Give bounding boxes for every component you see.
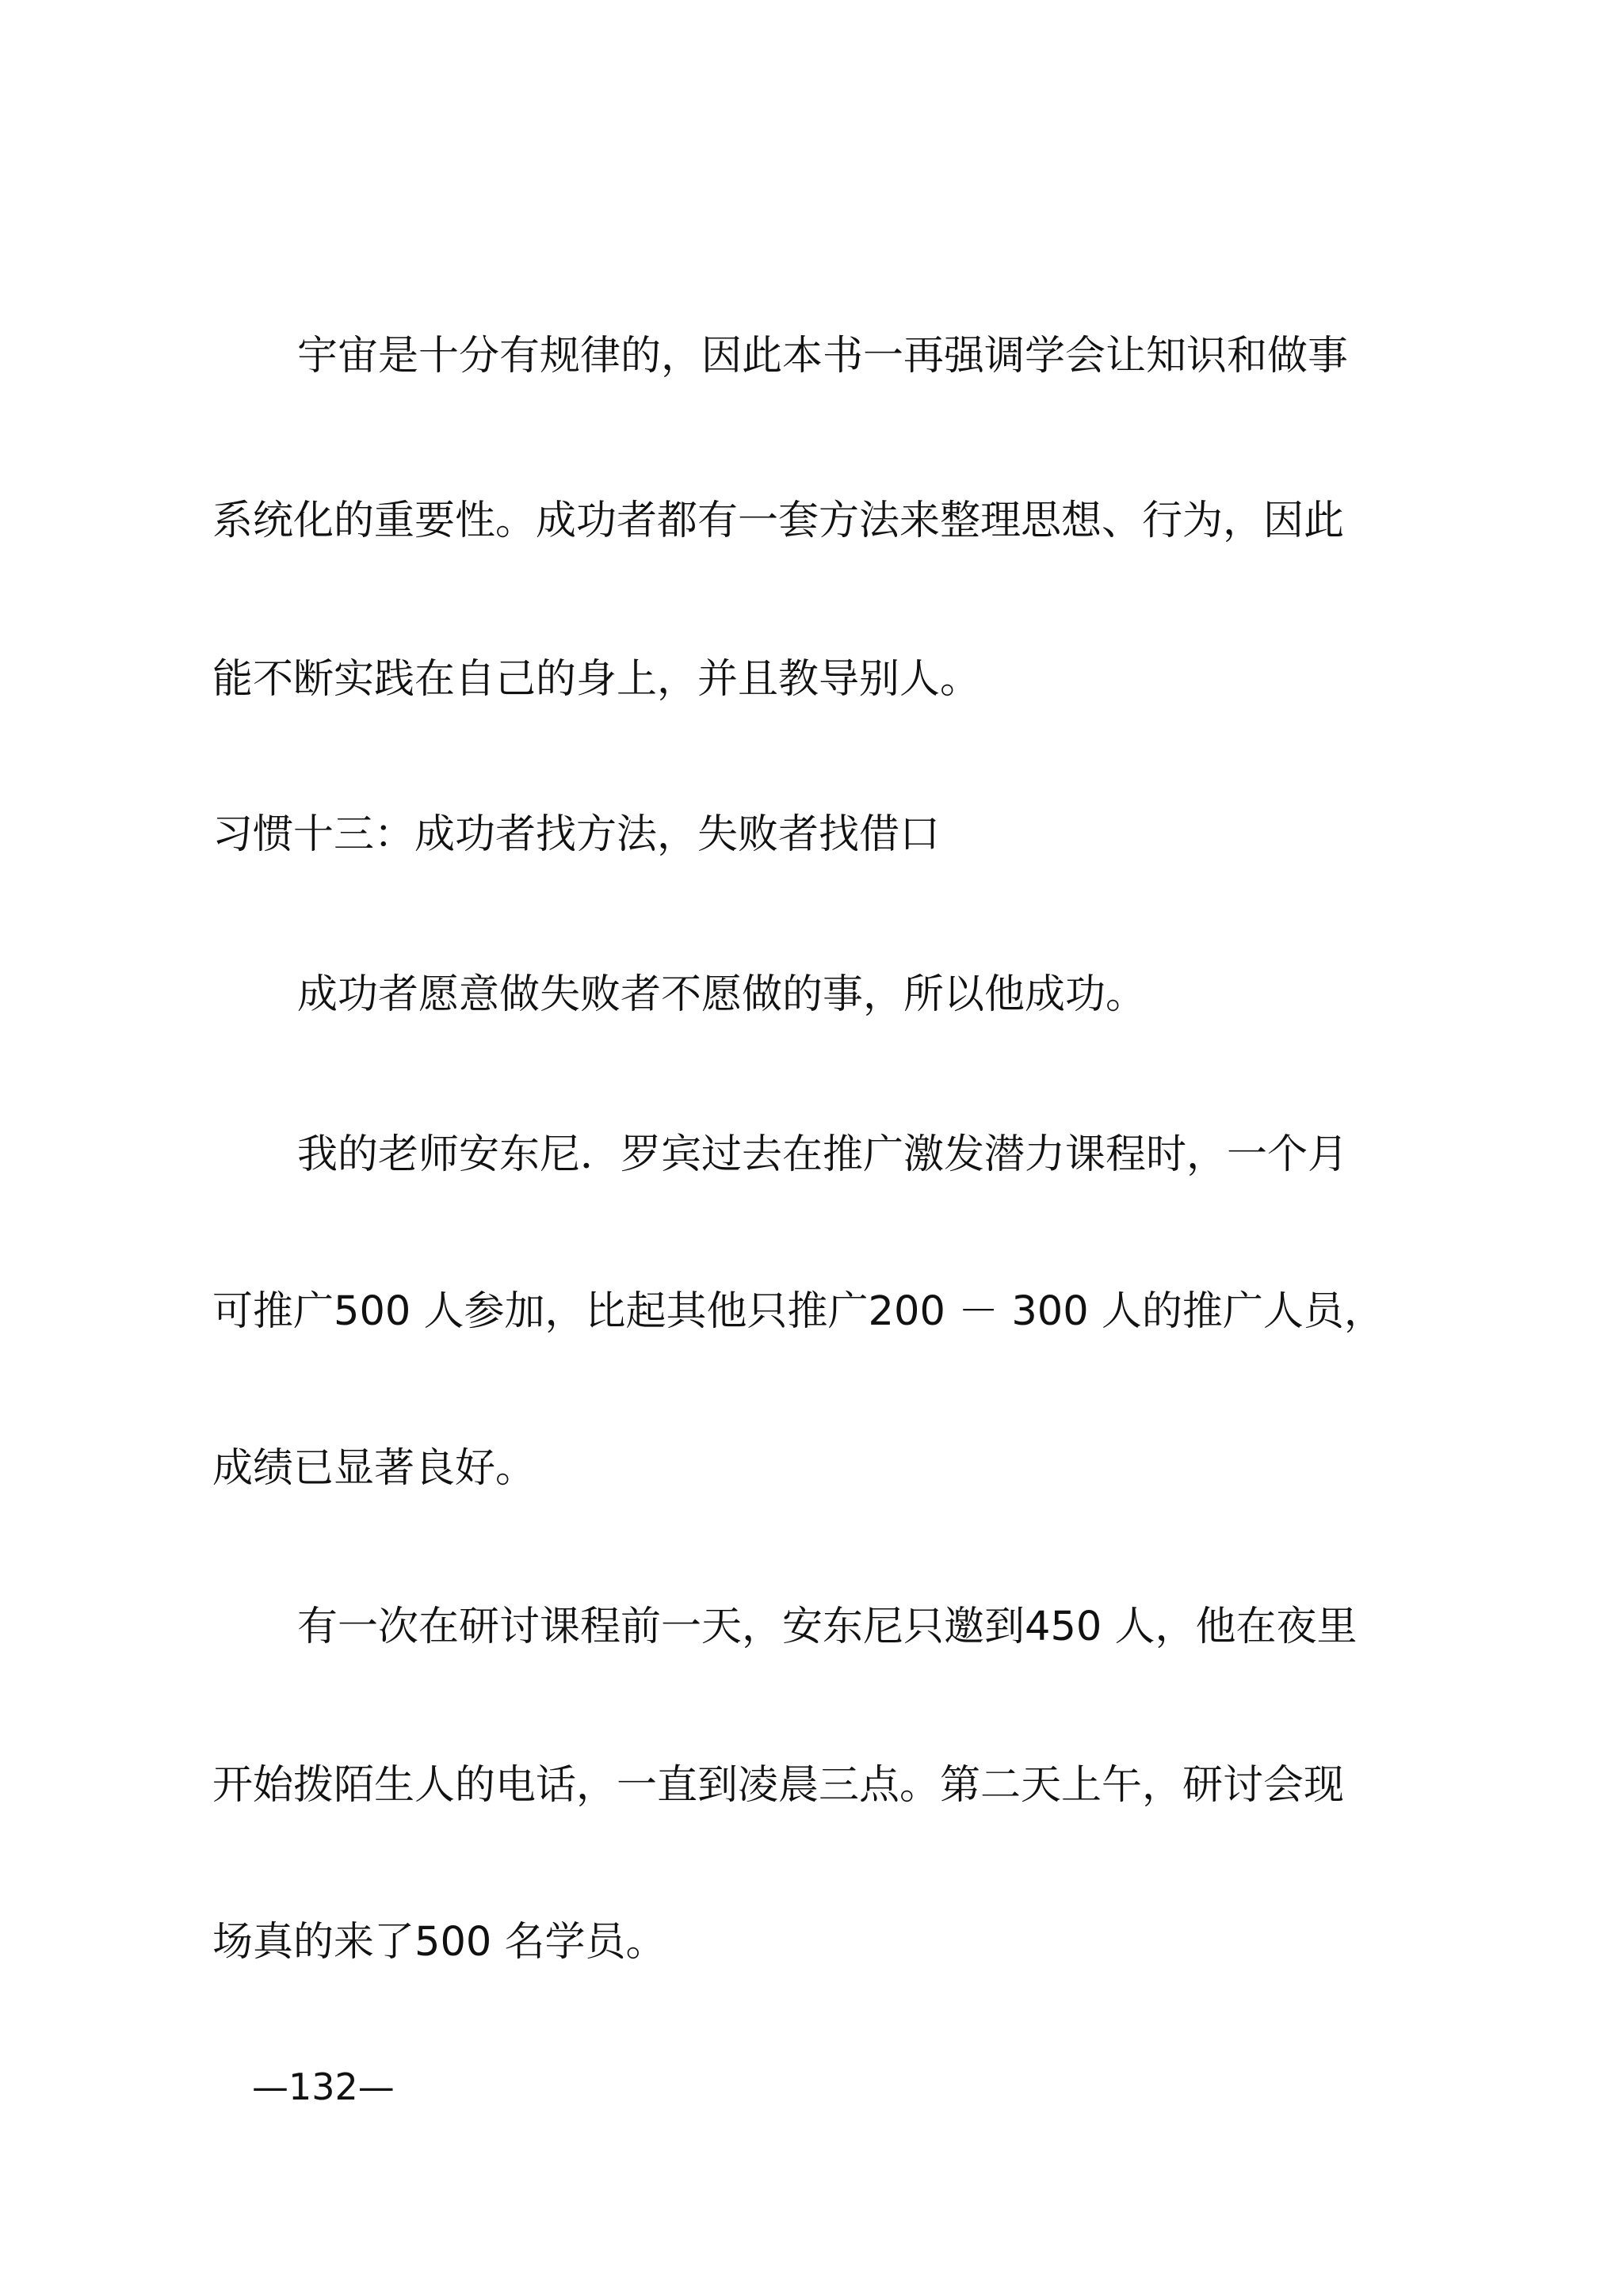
paragraph-1-line-3: 能不断实践在自己的身上，并且教导别人。 (212, 656, 981, 703)
page-number: —132— (252, 2065, 395, 2108)
paragraph-3-line-3: 成绩已显著良好。 (212, 1445, 537, 1492)
paragraph-1-line-1: 宇宙是十分有规律的，因此本书一再强调学会让知识和做事 (297, 333, 1349, 379)
paragraph-4-line-1: 有一次在研讨课程前一天，安东尼只邀到450 人，他在夜里 (297, 1604, 1358, 1650)
paragraph-2-line-1: 成功者愿意做失败者不愿做的事，所以他成功。 (297, 971, 1147, 1018)
paragraph-1-line-2: 系统化的重要性。成功者都有一套方法来整理思想、行为，因此 (212, 498, 1345, 544)
paragraph-3-line-2: 可推广500 人参加，比起其他只推广200 － 300 人的推广人员， (212, 1288, 1384, 1335)
paragraph-4-line-3: 场真的来了500 名学员。 (212, 1919, 666, 1966)
paragraph-4-line-2: 开始拨陌生人的电话，一直到凌晨三点。第二天上午，研讨会现 (212, 1762, 1345, 1809)
paragraph-3-line-1: 我的老师安东尼．罗宾过去在推广激发潜力课程时，一个月 (297, 1131, 1349, 1178)
section-heading: 习惯十三：成功者找方法，失败者找借口 (212, 811, 941, 858)
